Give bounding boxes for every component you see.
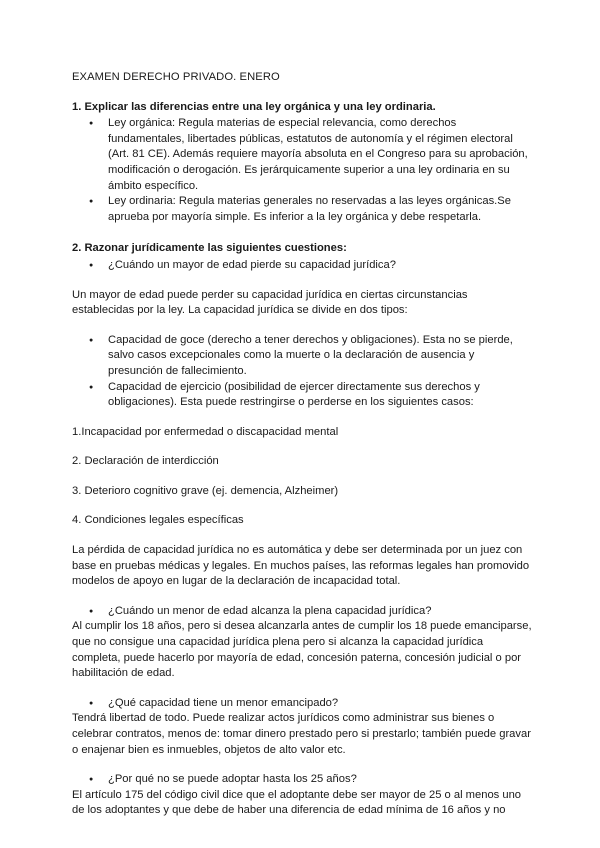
answer-2d: El artículo 175 del código civil dice que el adoptante debe ser mayor de 25 o al menos uno de los adoptantes y que debe de haber una diferencia de edad mínima de 16 años y no	[72, 788, 522, 817]
question-2a-list	[72, 258, 532, 274]
document-title: EXAMEN DERECHO PRIVADO. ENERO	[72, 71, 280, 83]
question-1-bullets	[72, 116, 532, 225]
question-2c-list	[72, 696, 532, 712]
bullet-ley-ordinaria: ● Ley ordinaria: Regula materias generales no reservadas a las leyes orgánicas.Se aprueba por mayoría simple. Es inferior a la ley orgánica y debe respetarla.	[108, 194, 532, 225]
answer-2a-intro: Un mayor de edad puede perder su capacidad jurídica en ciertas circunstancias establecidas por la ley. La capacidad jurídica se divide en dos tipos:	[72, 288, 468, 317]
capacity-types-list	[72, 333, 532, 411]
question-2-heading: 2. Razonar jurídicamente las siguientes cuestiones:	[72, 242, 347, 255]
answer-2b: Al cumplir los 18 años, pero si desea alcanzarla antes de cumplir los 18 puede emanciparse, que no consigue una capacidad jurídica plena pero si alcanza la capacidad jurídica completa, puede hacerlo por mayoría de edad, concesión paterna, concesión judicial o por habilitación de edad.	[72, 620, 532, 680]
question-2b-list	[72, 604, 532, 620]
case-item-3: 3. Deterioro cognitivo grave (ej. demencia, Alzheimer)	[72, 484, 339, 497]
answer-2c: Tendrá libertad de todo. Puede realizar actos jurídicos como administrar sus bienes o celebrar contratos, menos de: tomar dinero prestado pero si prestarlo; también puede gravar o enajenar bien es inmuebles, objetos de alto valor etc.	[72, 712, 531, 756]
case-item-2: 2. Declaración de interdicción	[72, 455, 219, 468]
question-2a-text: ● ¿Cuándo un mayor de edad pierde su capacidad jurídica?	[108, 258, 532, 274]
bullet-ley-organica: ● Ley orgánica: Regula materias de especial relevancia, como derechos fundamentales, libertades públicas, estatutos de autonomía y el régimen electoral (Art. 81 CE). Además requiere mayoría absoluta en el Congreso para su aprobación, modificación o derogación. Es jerárquicamente superior a una ley ordinaria en su ámbito específico.	[108, 116, 532, 194]
question-2d-list	[72, 772, 532, 788]
document-body	[72, 70, 532, 819]
question-2d-text: ● ¿Por qué no se puede adoptar hasta los 25 años?	[108, 772, 532, 788]
question-1-heading: 1. Explicar las diferencias entre una ley orgánica y una ley ordinaria.	[72, 100, 436, 113]
case-item-4: 4. Condiciones legales específicas	[72, 514, 244, 527]
capacity-ejercicio: ● Capacidad de ejercicio (posibilidad de ejercer directamente sus derechos y obligaciones). Esta puede restringirse o perderse en los siguientes casos:	[108, 380, 532, 411]
question-2c-text: ● ¿Qué capacidad tiene un menor emancipado?	[108, 696, 532, 712]
capacity-goce: ● Capacidad de goce (derecho a tener derechos y obligaciones). Esta no se pierde, salvo casos excepcionales como la muerte o la declaración de ausencia y presunción de fallecimiento.	[108, 333, 532, 380]
case-item-1: 1.Incapacidad por enfermedad o discapacidad mental	[72, 425, 339, 438]
answer-2a-conclusion: La pérdida de capacidad jurídica no es automática y debe ser determinada por un juez con base en pruebas médicas y legales. En muchos países, las reformas legales han promovido modelos de apoyo en lugar de la declaración de incapacidad total.	[72, 544, 530, 588]
question-2b-text: ● ¿Cuándo un menor de edad alcanza la plena capacidad jurídica?	[108, 604, 532, 620]
